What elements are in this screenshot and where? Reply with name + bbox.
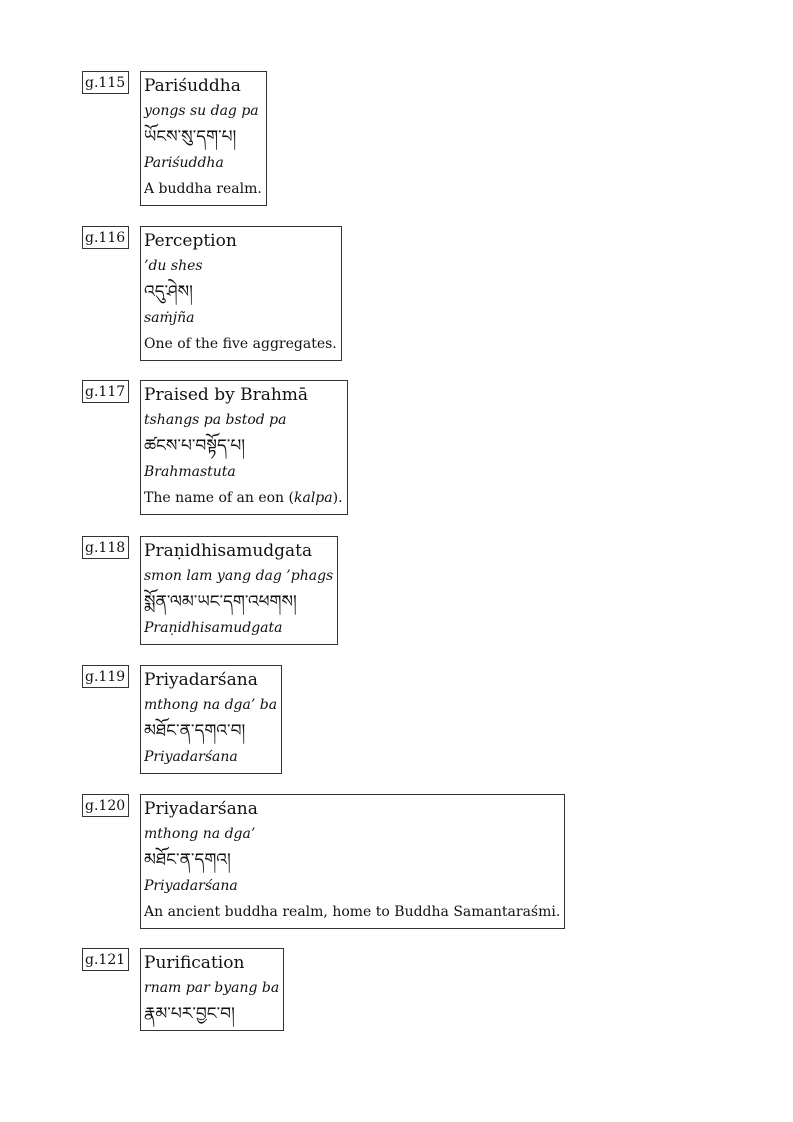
entry-definition: A buddha realm. (144, 181, 262, 197)
entry-box (140, 71, 267, 206)
entry-number[interactable]: g.117 (82, 380, 129, 403)
entry-tibetan: ཚངས་པ་བསྟོད་པ། (144, 436, 246, 456)
entry-tibetan: འདུ་ཤེས། (144, 282, 193, 302)
entry-term: Priyadarśana (144, 799, 258, 819)
entry-box (140, 794, 565, 929)
entry-tibetan: ཡོངས་སུ་དག་པ། (144, 127, 237, 147)
entry-sanskrit: Priyadarśana (144, 878, 238, 894)
entry-wylie: mthong na dga’ (144, 826, 256, 842)
entry-wylie: rnam par byang ba (144, 980, 280, 996)
entry-wylie: mthong na dga’ ba (144, 697, 278, 713)
entry-tibetan: སྨོན་ལམ་ཡང་དག་འཕགས། (144, 592, 297, 612)
entry-number[interactable]: g.121 (82, 948, 129, 971)
definition-text: ). (332, 490, 343, 506)
entry-tibetan: མཐོང་ན་དགའ། (144, 850, 231, 870)
entry-number[interactable]: g.118 (82, 536, 129, 559)
entry-wylie: tshangs pa bstod pa (144, 412, 287, 428)
entry-term: Pariśuddha (144, 76, 241, 96)
entry-sanskrit: Pariśuddha (144, 155, 224, 171)
entry-wylie: yongs su dag pa (144, 103, 259, 119)
entry-tibetan: རྣམ་པར་བྱང་བ། (144, 1004, 235, 1024)
entry-number[interactable]: g.119 (82, 665, 129, 688)
entry-box (140, 536, 338, 645)
entry-definition: An ancient buddha realm, home to Buddha Samantaraśmi. (144, 904, 561, 920)
entry-definition (144, 485, 343, 511)
entry-box (140, 948, 284, 1031)
definition-text: The name of an eon ( (144, 490, 294, 506)
entry-box (140, 665, 282, 774)
entry-term: Perception (144, 231, 237, 251)
entry-term: Purification (144, 953, 245, 973)
entry-box (140, 226, 342, 361)
entry-term: Praised by Brahmā (144, 385, 309, 405)
entry-term: Praṇidhisamudgata (144, 541, 313, 561)
entry-number[interactable]: g.120 (82, 794, 129, 817)
entry-tibetan: མཐོང་ན་དགའ་བ། (144, 721, 246, 741)
entry-sanskrit: Praṇidhisamudgata (144, 620, 283, 636)
entry-term: Priyadarśana (144, 670, 258, 690)
entry-wylie: smon lam yang dag ’phags (144, 568, 334, 584)
entry-number[interactable]: g.115 (82, 71, 129, 94)
entry-definition: One of the five aggregates. (144, 336, 337, 352)
entry-sanskrit: Brahmastuta (144, 464, 236, 480)
entry-box (140, 380, 348, 515)
entry-sanskrit: saṁjña (144, 310, 195, 326)
entry-number[interactable]: g.116 (82, 226, 129, 249)
entry-wylie: ’du shes (144, 258, 203, 274)
entry-sanskrit: Priyadarśana (144, 749, 238, 765)
definition-italic-term: kalpa (293, 490, 333, 506)
